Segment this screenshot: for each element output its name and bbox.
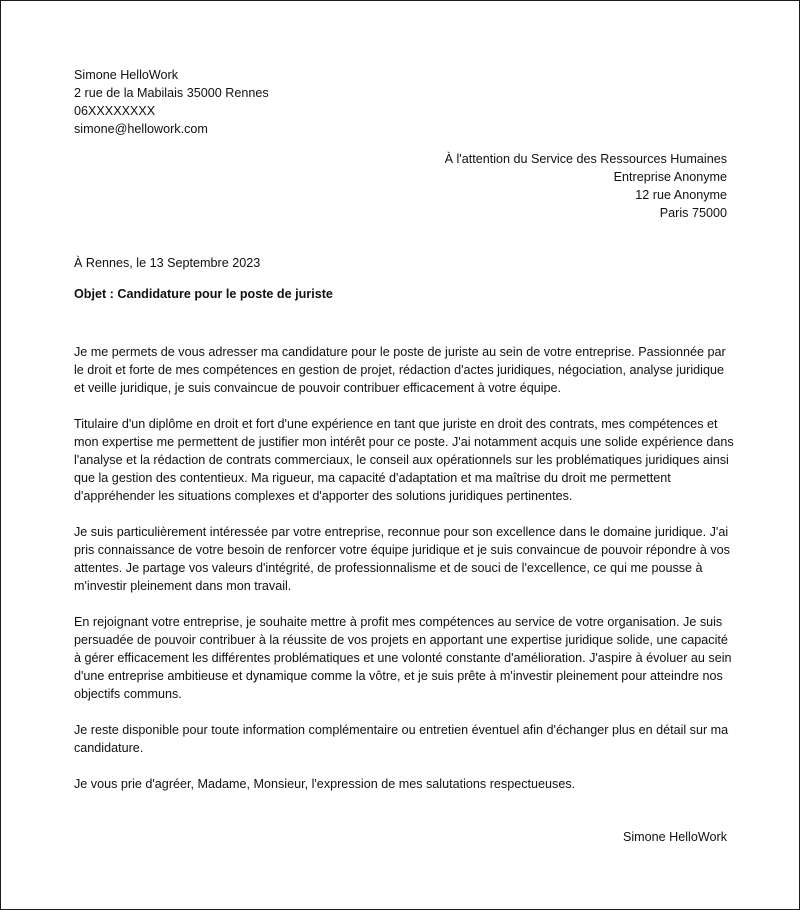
sender-name: Simone HelloWork (74, 68, 179, 82)
body-paragraph: Je reste disponible pour toute information complémentaire ou entretien éventuel afin d'échanger plus en détail sur ma candidature. (74, 723, 729, 755)
sender-block (74, 66, 269, 138)
closing-formula: Je vous prie d'agréer, Madame, Monsieur, l'expression de mes salutations respectueuses. (74, 777, 576, 791)
body-paragraph: En rejoignant votre entreprise, je souhaite mettre à profit mes compétences au service de votre organisation. Je suis persuadée de pouvoir contribuer à la réussite de vos projets en apportant une expertise juridique solide, une capacité à gérer efficacement les différentes problématiques et une volonté constante d'amélioration. J'aspire à évoluer au sein d'une entreprise ambitieuse et dynamique comme la vôtre, et je suis prête à m'investir pleinement pour atteindre nos objectifs communs. (74, 615, 732, 701)
recipient-street: 12 rue Anonyme (635, 188, 727, 202)
subject-line: Objet : Candidature pour le poste de juriste (74, 287, 333, 301)
signature: Simone HelloWork (622, 830, 727, 844)
sender-address: 2 rue de la Mabilais 35000 Rennes (74, 86, 269, 100)
sender-phone: 06XXXXXXXX (74, 104, 156, 118)
recipient-attention: À l'attention du Service des Ressources Humaines (444, 152, 727, 166)
date-line: À Rennes, le 13 Septembre 2023 (74, 256, 261, 270)
body-paragraph: Je me permets de vous adresser ma candidature pour le poste de juriste au sein de votre entreprise. Passionnée par le droit et forte de mes compétences en gestion de projet, rédaction d'actes juridiques, négociation, analyse juridique et veille juridique, je suis convaincue de pouvoir contribuer efficacement à votre équipe. (74, 345, 726, 395)
body-paragraph: Je suis particulièrement intéressée par votre entreprise, reconnue pour son excellence dans le domaine juridique. J'ai pris connaissance de votre besoin de renforcer votre équipe juridique et je suis convaincue de pouvoir répondre à vos attentes. Je partage vos valeurs d'intégrité, de professionnalisme et de souci de l'excellence, ce qui me pousse à m'investir pleinement dans mon travail. (74, 525, 730, 593)
recipient-block (445, 150, 727, 222)
letter-body (74, 343, 734, 811)
recipient-company: Entreprise Anonyme (613, 170, 727, 184)
body-paragraph: Titulaire d'un diplôme en droit et fort d'une expérience en tant que juriste en droit des contrats, mes compétences et mon expertise me permettent de justifier mon intérêt pour ce poste. J'ai notamment acquis une solide expérience dans l'analyse et la rédaction de contrats commerciaux, le conseil aux opérationnels sur les problématiques juridiques ainsi que la gestion des contentieux. Ma rigueur, ma capacité d'adaptation et ma maîtrise du droit me permettent d'appréhender les situations complexes et d'apporter des solutions juridiques pertinentes. (74, 417, 734, 503)
sender-email: simone@hellowork.com (74, 122, 208, 136)
recipient-city: Paris 75000 (659, 206, 727, 220)
